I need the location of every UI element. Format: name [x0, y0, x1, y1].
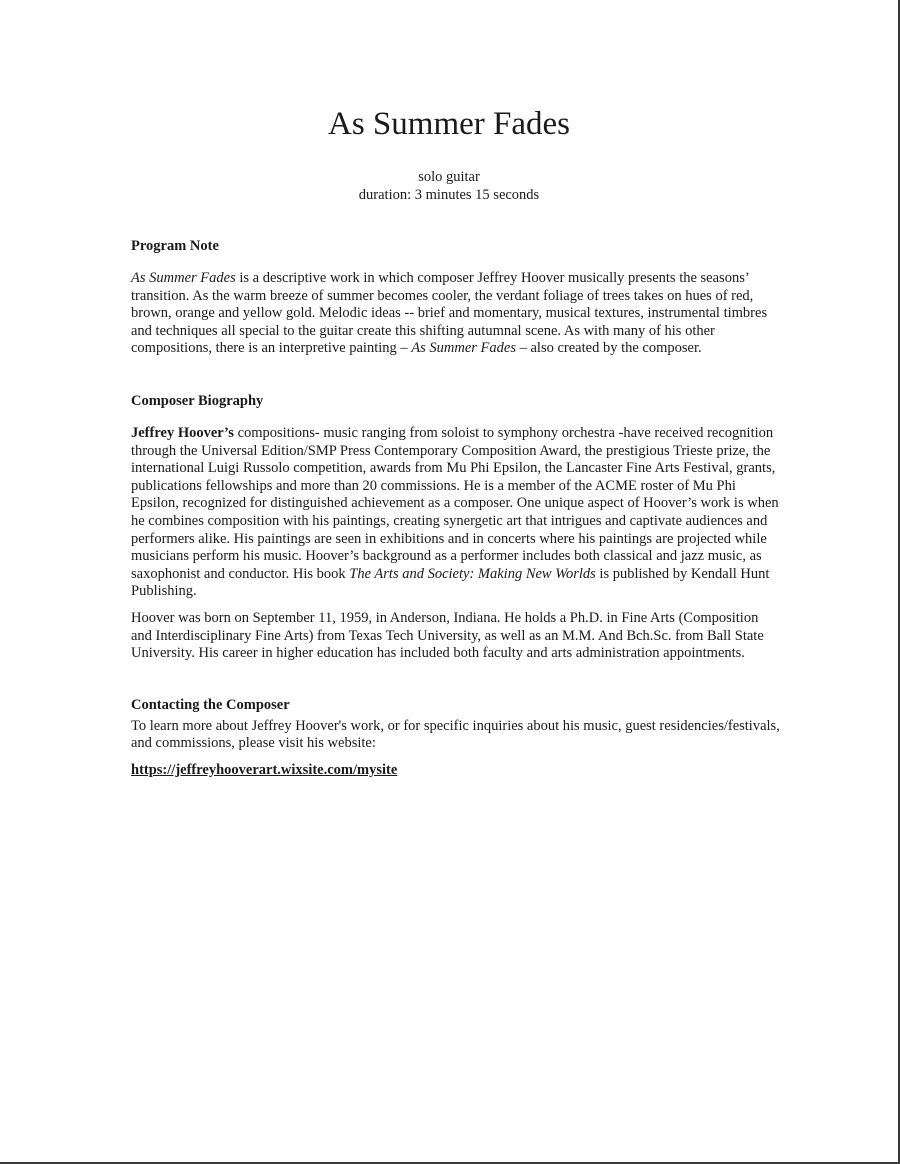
biography-paragraph-2: Hoover was born on September 11, 1959, in Anderson, Indiana. He holds a Ph.D. in Fine Arts (Composition and Interdisciplinary Fine Arts) from Texas Tech University, as well as an M.M. And Bch.Sc. from Ball State University. His career in higher education has included both faculty and arts administration appointments. — [131, 609, 764, 662]
painting-title: As Summer Fades — [411, 340, 516, 357]
work-title: As Summer Fades — [131, 270, 236, 286]
biography-text-1: compositions- music ranging from soloist to symphony orchestra -have received recognition through the Universal Edition/SMP Press Contemporary Composition Award, the prestigious Trieste prize, the international Luigi Russolo competition, awards from Mu Phi Epsilon, the Lancaster Fine Arts Festival, grants, publications fellowships and more than 20 commissions. He is a member of the ACME roster of Mu Phi Epsilon, recognized for distinguished achievement as a composer. One unique aspect of Hoover’s work is when he combines composition with his paintings, creating synergetic art that intrigues and captivate audiences and performers alike. His paintings are seen in exhibitions and in concerts where his paintings are projected while musicians perform his music. Hoover’s background as a performer includes both classical and jazz music, as saxophonist and conductor. His book — [131, 424, 779, 582]
program-note-paragraph — [131, 270, 781, 358]
biography-paragraph-1 — [131, 425, 781, 601]
composer-name: Jeffrey Hoover’s — [131, 424, 234, 441]
program-note-text-1: is a descriptive work in which composer Jeffrey Hoover musically presents the seasons’ transition. As the warm breeze of summer becomes cooler, the verdant foliage of trees takes on hues of red, brown, orange and yellow gold. Melodic ideas -- brief and momentary, musical textures, instrumental timbres and techniques all special to the guitar create this shifting autumnal scene. As with many of his other compositions, there is an interpretive painting – — [131, 270, 768, 357]
instrumentation: solo guitar — [418, 169, 480, 185]
biography-heading: Composer Biography — [131, 392, 264, 409]
biography-text-2: is published by Kendall Hunt Publishing. — [131, 565, 770, 600]
document-body — [131, 236, 781, 779]
program-note-heading: Program Note — [131, 238, 219, 254]
book-title: The Arts and Society: Making New Worlds — [349, 565, 596, 582]
program-note-text-2: – also created by the composer. — [516, 340, 702, 357]
website-link[interactable]: https://jeffreyhooverart.wixsite.com/mysite — [131, 761, 398, 778]
subtitle-block — [0, 168, 898, 204]
page-title: As Summer Fades — [328, 106, 570, 142]
contact-heading: Contacting the Composer — [131, 696, 290, 713]
duration: duration: 3 minutes 15 seconds — [358, 187, 540, 203]
contact-paragraph: To learn more about Jeffrey Hoover's work, or for specific inquiries about his music, guest residencies/festivals, and commissions, please visit his website: — [131, 717, 780, 752]
